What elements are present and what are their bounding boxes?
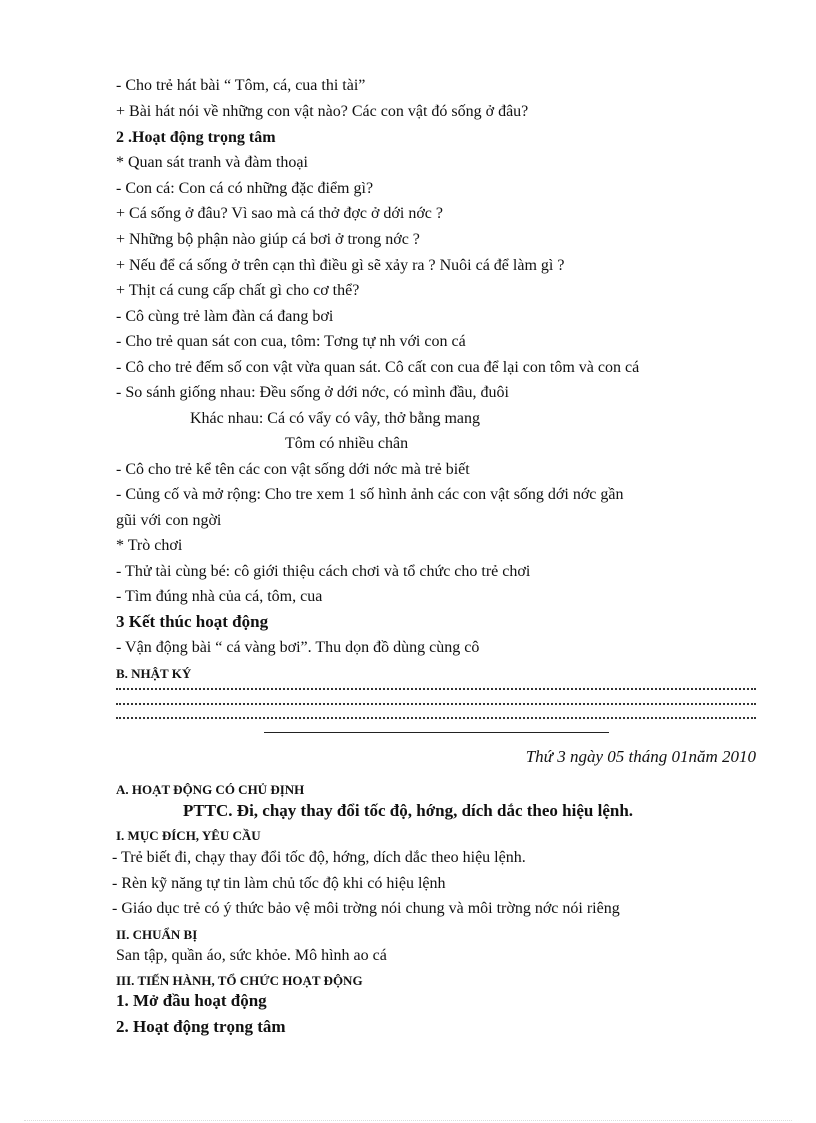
section-heading: B. NHẬT KÝ: [116, 666, 192, 681]
dotted-line: [116, 717, 756, 719]
text-line: - Giáo dục trẻ có ý thức bảo vệ môi trờng nói chung và môi trờng nớc nói riêng: [112, 900, 620, 917]
dotted-line: [116, 703, 756, 705]
text-line: San tập, quần áo, sức khỏe. Mô hình ao cá: [116, 947, 387, 964]
section-heading: II. CHUẨN BỊ: [116, 927, 198, 942]
separator: [264, 732, 609, 733]
section-heading: 2. Hoạt động trọng tâm: [116, 1017, 286, 1036]
text-line: Khác nhau: Cá có vẩy có vây, thở bằng mang: [190, 410, 480, 427]
page-footer-border: [24, 1120, 792, 1121]
section-heading: I. MỤC ĐÍCH, YÊU CẦU: [116, 828, 261, 843]
text-line: - Rèn kỹ năng tự tin làm chủ tốc độ khi có hiệu lệnh: [112, 875, 446, 892]
text-line: - Cho trẻ quan sát con cua, tôm: Tơng tự nh với con cá: [116, 333, 466, 350]
section-heading: 1. Mở đầu hoạt động: [116, 991, 267, 1010]
text-line: + Nếu để cá sống ở trên cạn thì điều gì sẽ xảy ra ? Nuôi cá để làm gì ?: [116, 257, 565, 274]
text-line: gũi với con ngời: [116, 512, 222, 529]
section-heading: III. TIẾN HÀNH, TỔ CHỨC HOẠT ĐỘNG: [116, 973, 363, 988]
text-line: - Vận động bài “ cá vàng bơi”. Thu dọn đồ dùng cùng cô: [116, 639, 480, 656]
text-line: - Cô cùng trẻ làm đàn cá đang bơi: [116, 308, 334, 325]
section-heading: A. HOẠT ĐỘNG CÓ CHỦ ĐỊNH: [116, 782, 305, 797]
text-line: - Con cá: Con cá có những đặc điểm gì?: [116, 180, 374, 197]
lesson-title: PTTC. Đi, chạy thay đổi tốc độ, hớng, dích dắc theo hiệu lệnh.: [182, 801, 634, 820]
text-line: - Thử tài cùng bé: cô giới thiệu cách chơi và tổ chức cho trẻ chơi: [116, 563, 531, 580]
text-line: - Tìm đúng nhà của cá, tôm, cua: [116, 588, 323, 605]
text-line: Tôm có nhiều chân: [285, 435, 409, 452]
text-line: - Cho trẻ hát bài “ Tôm, cá, cua thi tài”: [116, 77, 366, 94]
dotted-line: [116, 688, 756, 690]
section-heading: 3 Kết thúc hoạt động: [116, 612, 269, 631]
text-line: - Củng cố và mở rộng: Cho tre xem 1 số hình ảnh các con vật sống dới nớc gần: [116, 486, 624, 503]
date-line: Thứ 3 ngày 05 tháng 01năm 2010: [525, 747, 756, 766]
text-line: - Cô cho trẻ đếm số con vật vừa quan sát. Cô cất con cua để lại con tôm và con cá: [116, 359, 640, 376]
text-line: - Cô cho trẻ kể tên các con vật sống dới nớc mà trẻ biết: [116, 461, 470, 478]
text-line: + Cá sống ở đâu? Vì sao mà cá thở đợc ở dới nớc ?: [116, 205, 443, 222]
text-line: * Trò chơi: [116, 537, 183, 554]
section-heading: 2 .Hoạt động trọng tâm: [116, 129, 276, 146]
text-line: + Thịt cá cung cấp chất gì cho cơ thể?: [116, 282, 360, 299]
text-line: + Bài hát nói về những con vật nào? Các con vật đó sống ở đâu?: [116, 103, 529, 120]
text-line: * Quan sát tranh và đàm thoại: [116, 154, 308, 171]
text-line: - Trẻ biết đi, chạy thay đổi tốc độ, hớng, dích dắc theo hiệu lệnh.: [112, 849, 526, 866]
text-line: + Những bộ phận nào giúp cá bơi ở trong nớc ?: [116, 231, 420, 248]
text-line: - So sánh giống nhau: Đều sống ở dới nớc, có mình đầu, đuôi: [116, 384, 509, 401]
